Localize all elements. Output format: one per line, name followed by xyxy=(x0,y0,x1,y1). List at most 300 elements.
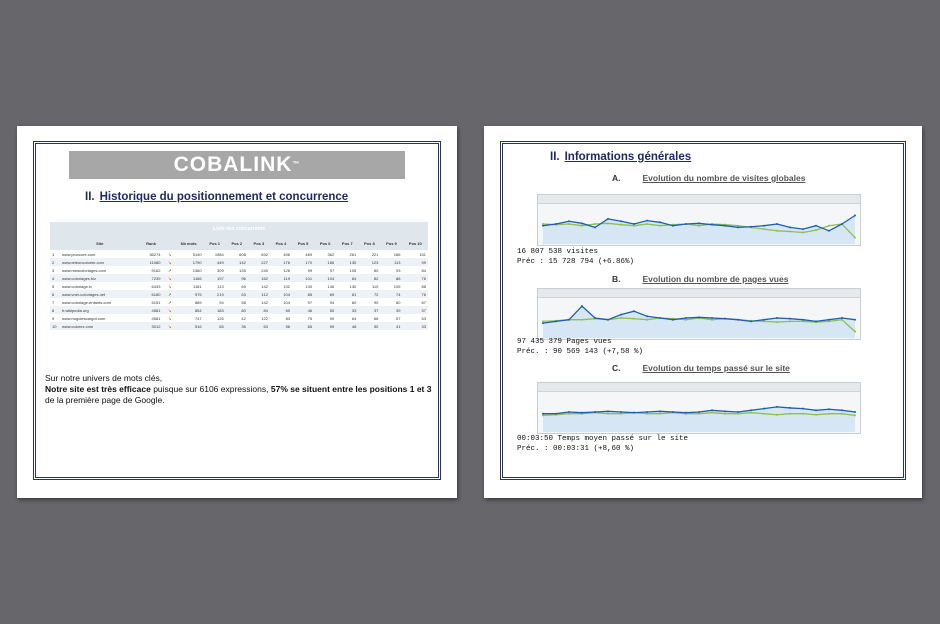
data-point xyxy=(672,319,674,321)
data-point xyxy=(828,319,830,321)
column-header: Pos 5 xyxy=(292,236,314,250)
data-point xyxy=(789,407,791,409)
data-point xyxy=(568,220,570,222)
column-header: Pos 1 xyxy=(204,236,226,250)
column-header: Pos 10 xyxy=(402,236,428,250)
data-point xyxy=(750,409,752,411)
data-point xyxy=(646,411,648,413)
data-point xyxy=(555,413,557,415)
data-point xyxy=(737,411,739,413)
data-point xyxy=(620,411,622,413)
data-point xyxy=(659,225,661,227)
data-point xyxy=(763,228,765,230)
data-point xyxy=(828,225,830,227)
value-cell: 63 xyxy=(248,322,270,330)
data-point xyxy=(698,225,700,227)
column-header: Nb mots xyxy=(174,236,204,250)
column-header: Pos 7 xyxy=(336,236,358,250)
column-header: Pos 3 xyxy=(248,236,270,250)
row-number: 8 xyxy=(50,306,60,314)
rank-cell: 4581 xyxy=(151,315,161,321)
value-cell: 80 xyxy=(373,267,379,273)
data-point xyxy=(776,223,778,225)
value-cell: 1181 xyxy=(193,283,202,289)
data-point xyxy=(633,412,635,414)
data-point xyxy=(750,226,752,228)
pageviews-stat: 97 435 379 Pages vues Préc. : 90 569 143 (+7,58 %) xyxy=(517,338,644,356)
value-cell: 36 xyxy=(226,322,248,330)
value-cell: 197 xyxy=(204,274,226,282)
value-cell: 5140 xyxy=(192,251,202,257)
value-cell: 50 xyxy=(314,306,336,314)
data-point xyxy=(568,411,570,413)
value-cell: 101 xyxy=(292,274,314,282)
site-cell: www.teleuncolorier.com xyxy=(60,258,140,266)
time-stat: 00:03:50 Temps moyen passé sur le site Préc. : 00:03:31 (+8,60 %) xyxy=(517,435,689,453)
value-cell: 126 xyxy=(217,315,224,321)
trend-down-icon: ↘ xyxy=(168,251,172,257)
data-point xyxy=(581,305,583,307)
value-cell: 104 xyxy=(314,274,336,282)
data-point xyxy=(828,413,830,415)
value-cell: 496 xyxy=(283,251,291,257)
value-cell: 64 xyxy=(351,315,357,321)
data-point xyxy=(763,413,765,415)
row-number: 3 xyxy=(52,267,55,273)
value-cell: 975 xyxy=(174,290,204,298)
value-cell: 37 xyxy=(358,306,380,314)
data-point xyxy=(620,224,622,226)
data-point xyxy=(789,318,791,320)
value-cell: 50 xyxy=(358,322,380,330)
summary-bold: 57% se situent entre les positions 1 et 3 xyxy=(270,384,432,394)
value-cell: 227 xyxy=(248,258,270,266)
value-cell: 142 xyxy=(261,299,268,305)
value-cell: 113 xyxy=(380,258,402,266)
value-cell: 99 xyxy=(307,267,313,273)
data-point xyxy=(776,414,778,416)
data-point xyxy=(633,310,635,312)
value-cell: 76 xyxy=(402,290,428,298)
value-cell: 90 xyxy=(373,299,379,305)
data-point xyxy=(711,412,713,414)
site-cell: www.coloriage.tv xyxy=(62,283,93,289)
value-cell: 130 xyxy=(336,258,358,266)
data-point xyxy=(607,222,609,224)
data-point xyxy=(711,409,713,411)
data-point xyxy=(646,223,648,225)
data-point xyxy=(659,317,661,319)
row-number: 10 xyxy=(50,322,60,330)
value-cell: 59 xyxy=(314,322,336,330)
rank-cell: 7239 xyxy=(140,274,163,282)
value-cell: 33 xyxy=(336,306,358,314)
row-number: 1 xyxy=(52,251,55,257)
data-point xyxy=(854,411,856,413)
value-cell: 854 xyxy=(174,306,204,314)
value-cell: 142 xyxy=(226,258,248,266)
value-cell: 39 xyxy=(380,306,402,314)
trend-down-icon: ↘ xyxy=(168,315,172,321)
data-point xyxy=(672,411,674,413)
value-cell: 97 xyxy=(329,267,335,273)
value-cell: 82 xyxy=(358,274,380,282)
data-point xyxy=(724,410,726,412)
value-cell: 309 xyxy=(217,267,224,273)
data-point xyxy=(542,322,544,324)
site-cell: www.coloriage-enfants.com xyxy=(62,299,111,305)
value-cell: 104 xyxy=(283,299,291,305)
trend-down-icon: ↘ xyxy=(162,258,173,266)
data-point xyxy=(854,414,856,416)
site-cell: www.colorez.com xyxy=(60,322,140,330)
value-cell: 219 xyxy=(204,290,226,298)
rank-cell: 6433 xyxy=(151,283,161,289)
summary-paragraph xyxy=(45,373,435,406)
rank-cell: 6180 xyxy=(140,290,163,298)
value-cell: 113 xyxy=(217,283,224,289)
table-row xyxy=(50,258,428,266)
value-cell: 33 xyxy=(402,322,428,330)
value-cell: 692 xyxy=(261,251,268,257)
value-cell: 42 xyxy=(241,315,246,321)
table-caption: Liste des concurrents xyxy=(50,222,428,236)
data-point xyxy=(841,223,843,225)
table-row xyxy=(50,322,428,330)
data-point xyxy=(789,320,791,322)
value-cell: 166 xyxy=(314,258,336,266)
data-point xyxy=(802,228,804,230)
row-number: 7 xyxy=(52,299,55,305)
site-cell: fr.wikipedia.org xyxy=(60,306,140,314)
data-point xyxy=(737,225,739,227)
value-cell: 59 xyxy=(329,315,335,321)
site-cell: www.vnei-coloriages.net xyxy=(60,290,140,298)
trend-down-icon: ↘ xyxy=(162,274,173,282)
value-cell: 123 xyxy=(358,258,380,266)
data-point xyxy=(724,318,726,320)
value-cell: 41 xyxy=(380,322,402,330)
rank-cell: 11080 xyxy=(140,258,163,266)
rank-cell: 3012 xyxy=(140,322,163,330)
data-point xyxy=(802,413,804,415)
value-cell: 1360 xyxy=(192,267,202,273)
data-point xyxy=(815,409,817,411)
data-point xyxy=(828,408,830,410)
data-point xyxy=(646,220,648,222)
cobalink-logo: COBALINK™ xyxy=(69,151,405,179)
data-point xyxy=(685,317,687,319)
value-cell: 83 xyxy=(285,315,291,321)
data-point xyxy=(854,215,856,217)
column-header: Pos 6 xyxy=(314,236,336,250)
value-cell: 88 xyxy=(421,283,426,289)
value-cell: 48 xyxy=(336,322,358,330)
data-point xyxy=(672,225,674,227)
section-heading: II. Informations générales xyxy=(550,151,692,163)
value-cell: 93 xyxy=(396,267,401,273)
data-point xyxy=(750,320,752,322)
value-cell: 46 xyxy=(292,306,314,314)
value-cell: 142 xyxy=(261,283,268,289)
value-cell: 66 xyxy=(373,315,379,321)
value-cell: 84 xyxy=(248,306,270,314)
value-cell: 146 xyxy=(327,283,335,289)
value-cell: 67 xyxy=(421,299,426,305)
data-point xyxy=(854,237,856,239)
trend-up-icon: ↗ xyxy=(168,299,172,305)
value-cell: 72 xyxy=(358,290,380,298)
value-cell: 81 xyxy=(336,290,358,298)
trend-down-icon: ↘ xyxy=(162,306,173,314)
column-header: Rank xyxy=(140,236,163,250)
value-cell: 105 xyxy=(393,283,401,289)
chart-plot xyxy=(538,392,860,432)
trend-up-icon: ↗ xyxy=(168,267,172,273)
data-point xyxy=(776,406,778,408)
table-row xyxy=(50,282,428,290)
data-point xyxy=(854,331,856,333)
data-point xyxy=(763,408,765,410)
data-point xyxy=(737,226,739,228)
section-heading: II. Historique du positionnement et concurrence xyxy=(85,191,349,203)
row-number: 9 xyxy=(52,315,55,321)
data-point xyxy=(815,225,817,227)
data-point xyxy=(581,319,583,321)
value-cell: 56 xyxy=(270,322,292,330)
value-cell: 183 xyxy=(204,306,226,314)
data-point xyxy=(802,232,804,234)
data-point xyxy=(542,413,544,415)
value-cell: 130 xyxy=(349,283,357,289)
value-cell: 65 xyxy=(270,306,292,314)
data-point xyxy=(594,411,596,413)
data-point xyxy=(633,318,635,320)
summary-text: puisque sur 6106 expressions, xyxy=(150,384,271,394)
data-point xyxy=(607,319,609,321)
site-cell: www.hugolescargot.com xyxy=(62,315,106,321)
value-cell: 76 xyxy=(402,274,428,282)
data-point xyxy=(724,225,726,227)
data-point xyxy=(581,222,583,224)
value-cell: 889 xyxy=(194,299,202,305)
value-cell: 126 xyxy=(283,267,291,273)
value-cell: 221 xyxy=(371,251,379,257)
data-point xyxy=(789,230,791,232)
value-cell: 65 xyxy=(292,322,314,330)
value-cell: 176 xyxy=(270,258,292,266)
data-point xyxy=(711,317,713,319)
data-point xyxy=(776,230,778,232)
value-cell: 80 xyxy=(226,306,248,314)
table-row xyxy=(50,266,428,274)
site-cell: www.coloriages.biz xyxy=(60,274,140,282)
data-point xyxy=(633,223,635,225)
column-header xyxy=(50,236,60,250)
data-point xyxy=(659,221,661,223)
data-point xyxy=(802,319,804,321)
value-cell: 88 xyxy=(380,274,402,282)
value-cell: 57 xyxy=(396,315,401,321)
right-page xyxy=(484,126,922,498)
data-point xyxy=(685,412,687,414)
row-number: 5 xyxy=(52,283,55,289)
value-cell: 63 xyxy=(226,290,248,298)
value-cell: 469 xyxy=(305,251,313,257)
value-cell: 75 xyxy=(307,315,313,321)
data-point xyxy=(646,315,648,317)
summary-bold: Notre site est très efficace xyxy=(45,384,151,394)
value-cell: 747 xyxy=(194,315,202,321)
value-cell: 1790 xyxy=(174,258,204,266)
row-number: 6 xyxy=(50,290,60,298)
table-row xyxy=(50,250,428,258)
table-row xyxy=(50,290,428,298)
data-point xyxy=(854,319,856,321)
data-point xyxy=(724,413,726,415)
value-cell: 122 xyxy=(261,315,268,321)
value-cell: 449 xyxy=(204,258,226,266)
data-point xyxy=(750,412,752,414)
data-point xyxy=(815,229,817,231)
value-cell: 53 xyxy=(421,315,426,321)
data-point xyxy=(659,413,661,415)
data-point xyxy=(698,411,700,413)
time-on-site-chart xyxy=(537,382,861,434)
data-point xyxy=(555,320,557,322)
value-cell: 99 xyxy=(402,258,428,266)
data-point xyxy=(815,414,817,416)
trend-up-icon: ↗ xyxy=(162,290,173,298)
value-cell: 94 xyxy=(329,299,335,305)
subsection-heading: C. Evolution du temps passé sur le site xyxy=(612,363,790,373)
data-point xyxy=(581,225,583,227)
data-point xyxy=(646,319,648,321)
left-page xyxy=(17,126,457,498)
value-cell: 65 xyxy=(204,322,226,330)
column-header: Pos 8 xyxy=(358,236,380,250)
summary-text: de la première page de Google. xyxy=(45,395,165,405)
rank-cell: 4581 xyxy=(140,306,163,314)
data-point xyxy=(776,321,778,323)
value-cell: 162 xyxy=(248,274,270,282)
trend-down-icon: ↘ xyxy=(162,322,173,330)
value-cell: 37 xyxy=(402,306,428,314)
value-cell: 69 xyxy=(314,290,336,298)
value-cell: 1166 xyxy=(174,274,204,282)
data-point xyxy=(607,413,609,415)
value-cell: 135 xyxy=(239,267,246,273)
pageviews-chart xyxy=(537,288,861,340)
data-point xyxy=(685,223,687,225)
data-point xyxy=(789,413,791,415)
site-cell: www.jeuxcore.com xyxy=(62,251,96,257)
data-point xyxy=(568,319,570,321)
data-point xyxy=(659,410,661,412)
value-cell: 186 xyxy=(393,251,401,257)
value-cell: 119 xyxy=(270,274,292,282)
table-row xyxy=(50,306,428,314)
data-point xyxy=(841,317,843,319)
subsection-heading: B. Evolution du nombre de pages vues xyxy=(612,274,789,284)
visits-stat: 16 807 538 visites Préc : 15 728 794 (+6.86%) xyxy=(517,248,635,266)
rank-cell: 5151 xyxy=(151,299,161,305)
series-area xyxy=(543,216,855,245)
data-point xyxy=(542,223,544,225)
data-point xyxy=(594,226,596,228)
table-row xyxy=(50,314,428,322)
data-point xyxy=(542,225,544,227)
value-cell: 110 xyxy=(372,283,379,289)
value-cell: 104 xyxy=(270,290,292,298)
data-point xyxy=(776,317,778,319)
value-cell: 245 xyxy=(261,267,268,273)
data-point xyxy=(581,412,583,414)
subsection-heading: A. Evolution du nombre de visites globales xyxy=(612,173,806,183)
data-point xyxy=(841,409,843,411)
table-header-row xyxy=(50,236,428,250)
data-point xyxy=(555,223,557,225)
data-point xyxy=(698,222,700,224)
value-cell: 97 xyxy=(307,299,313,305)
row-number: 2 xyxy=(50,258,60,266)
data-point xyxy=(594,223,596,225)
data-point xyxy=(594,317,596,319)
value-cell: 58 xyxy=(241,299,246,305)
data-point xyxy=(568,223,570,225)
value-cell: 608 xyxy=(239,251,246,257)
column-header: Pos 4 xyxy=(270,236,292,250)
value-cell: 130 xyxy=(305,283,313,289)
column-header: Pos 9 xyxy=(380,236,402,250)
data-point xyxy=(620,314,622,316)
value-cell: 105 xyxy=(349,267,357,273)
table-row xyxy=(50,274,428,282)
value-cell: 516 xyxy=(174,322,204,330)
summary-line: Sur notre univers de mots clés, xyxy=(45,373,163,383)
value-cell: 80 xyxy=(351,299,357,305)
value-cell: 84 xyxy=(336,274,358,282)
rank-cell: 36274 xyxy=(149,251,161,257)
data-point xyxy=(698,316,700,318)
data-point xyxy=(711,224,713,226)
value-cell: 151 xyxy=(419,251,426,257)
value-cell: 170 xyxy=(292,258,314,266)
trend-down-icon: ↘ xyxy=(168,283,172,289)
column-header: Site xyxy=(60,236,140,250)
data-point xyxy=(841,413,843,415)
value-cell: 1984 xyxy=(214,251,224,257)
chart-plot xyxy=(538,204,860,244)
value-cell: 362 xyxy=(327,251,335,257)
value-cell: 112 xyxy=(248,290,270,298)
column-header: Pos 2 xyxy=(226,236,248,250)
data-point xyxy=(607,410,609,412)
value-cell: 261 xyxy=(349,251,357,257)
value-cell: 80 xyxy=(396,299,401,305)
rank-cell: 9162 xyxy=(151,267,161,273)
value-cell: 94 xyxy=(219,299,224,305)
data-point xyxy=(620,317,622,319)
chart-plot xyxy=(538,298,860,338)
value-cell: 65 xyxy=(241,283,246,289)
value-cell: 85 xyxy=(292,290,314,298)
data-point xyxy=(620,220,622,222)
value-cell: 84 xyxy=(421,267,426,273)
value-cell: 74 xyxy=(380,290,402,298)
data-point xyxy=(815,320,817,322)
column-header xyxy=(162,236,173,250)
